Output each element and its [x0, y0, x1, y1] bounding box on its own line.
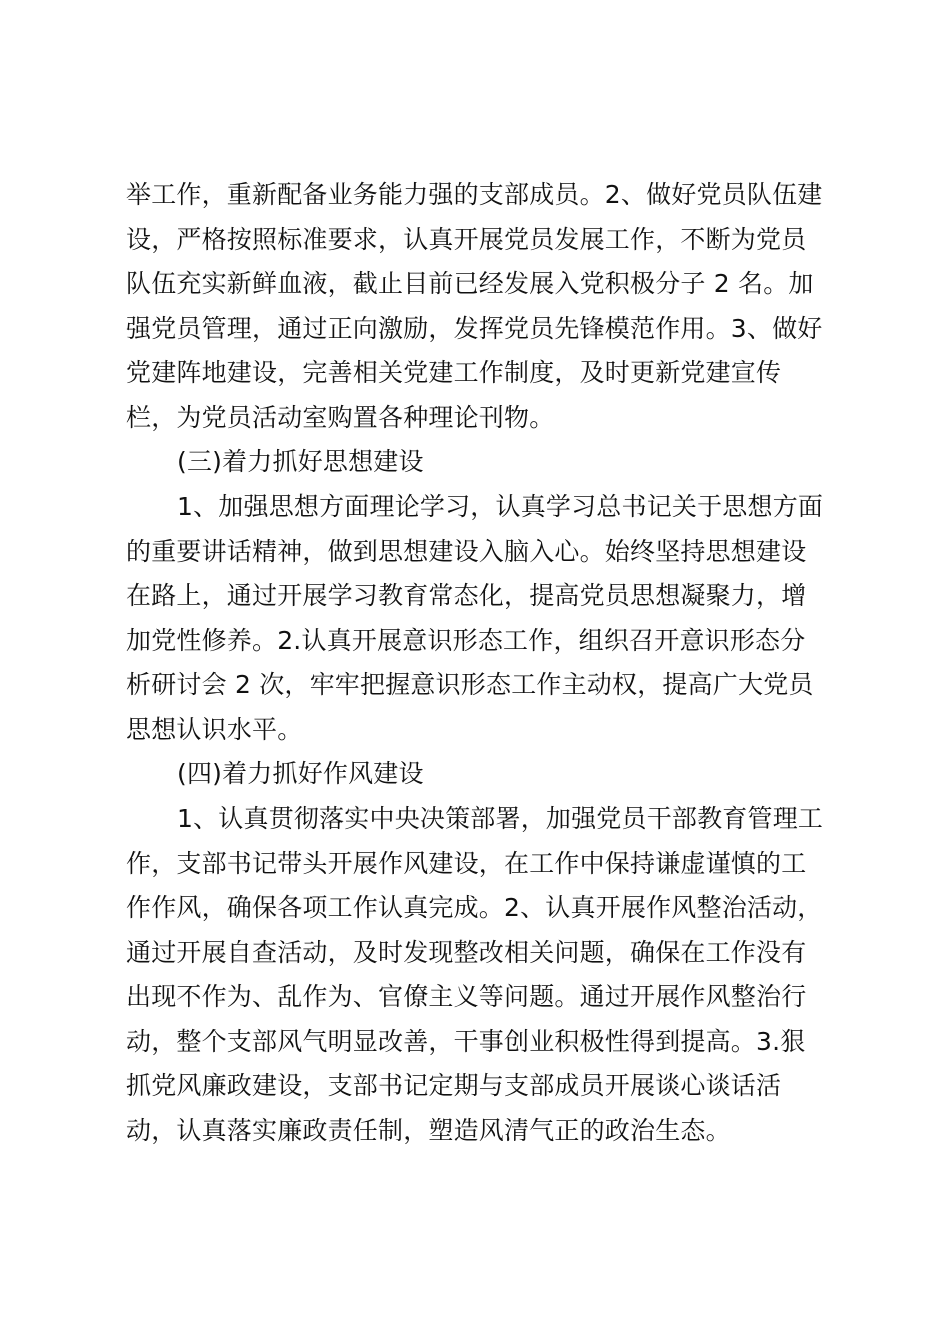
paragraph-line: 队伍充实新鲜血液，截止目前已经发展入党积极分子 2 名。加: [126, 269, 814, 298]
paragraph-line: 强党员管理，通过正向激励，发挥党员先锋模范作用。3、做好: [126, 314, 823, 343]
paragraph-line: 动，整个支部风气明显改善，干事创业积极性得到提高。3.狠: [126, 1027, 806, 1056]
paragraph-line: 析研讨会 2 次，牢牢把握意识形态工作主动权，提高广大党员: [126, 670, 814, 699]
paragraph-line: 1、认真贯彻落实中央决策部署，加强党员干部教育管理工: [177, 804, 824, 833]
paragraph-line: 栏，为党员活动室购置各种理论刊物。: [126, 403, 555, 432]
paragraph-line: 出现不作为、乱作为、官僚主义等问题。通过开展作风整治行: [126, 982, 807, 1011]
paragraph-line: 加党性修养。2.认真开展意识形态工作，组织召开意识形态分: [126, 626, 806, 655]
paragraph-line: 作，支部书记带头开展作风建设，在工作中保持谦虚谨慎的工: [126, 849, 807, 878]
paragraph-line: 党建阵地建设，完善相关党建工作制度，及时更新党建宣传: [126, 358, 782, 387]
paragraph-line: 通过开展自查活动，及时发现整改相关问题，确保在工作没有: [126, 938, 807, 967]
paragraph-line: 举工作，重新配备业务能力强的支部成员。2、做好党员队伍建: [126, 180, 823, 209]
paragraph-line: 设，严格按照标准要求，认真开展党员发展工作，不断为党员: [126, 225, 807, 254]
paragraph-line: 作作风，确保各项工作认真完成。2、认真开展作风整治活动，: [126, 893, 823, 922]
section-heading: (四)着力抓好作风建设: [177, 759, 424, 788]
paragraph-line: 在路上，通过开展学习教育常态化，提高党员思想凝聚力，增: [126, 581, 807, 610]
paragraph-line: 动，认真落实廉政责任制，塑造风清气正的政治生态。: [126, 1116, 731, 1145]
paragraph-line: 1、加强思想方面理论学习，认真学习总书记关于思想方面: [177, 492, 824, 521]
paragraph-line: 抓党风廉政建设，支部书记定期与支部成员开展谈心谈话活: [126, 1071, 782, 1100]
paragraph-line: 的重要讲话精神，做到思想建设入脑入心。始终坚持思想建设: [126, 537, 807, 566]
section-heading: (三)着力抓好思想建设: [177, 447, 424, 476]
paragraph-line: 思想认识水平。: [126, 715, 303, 744]
